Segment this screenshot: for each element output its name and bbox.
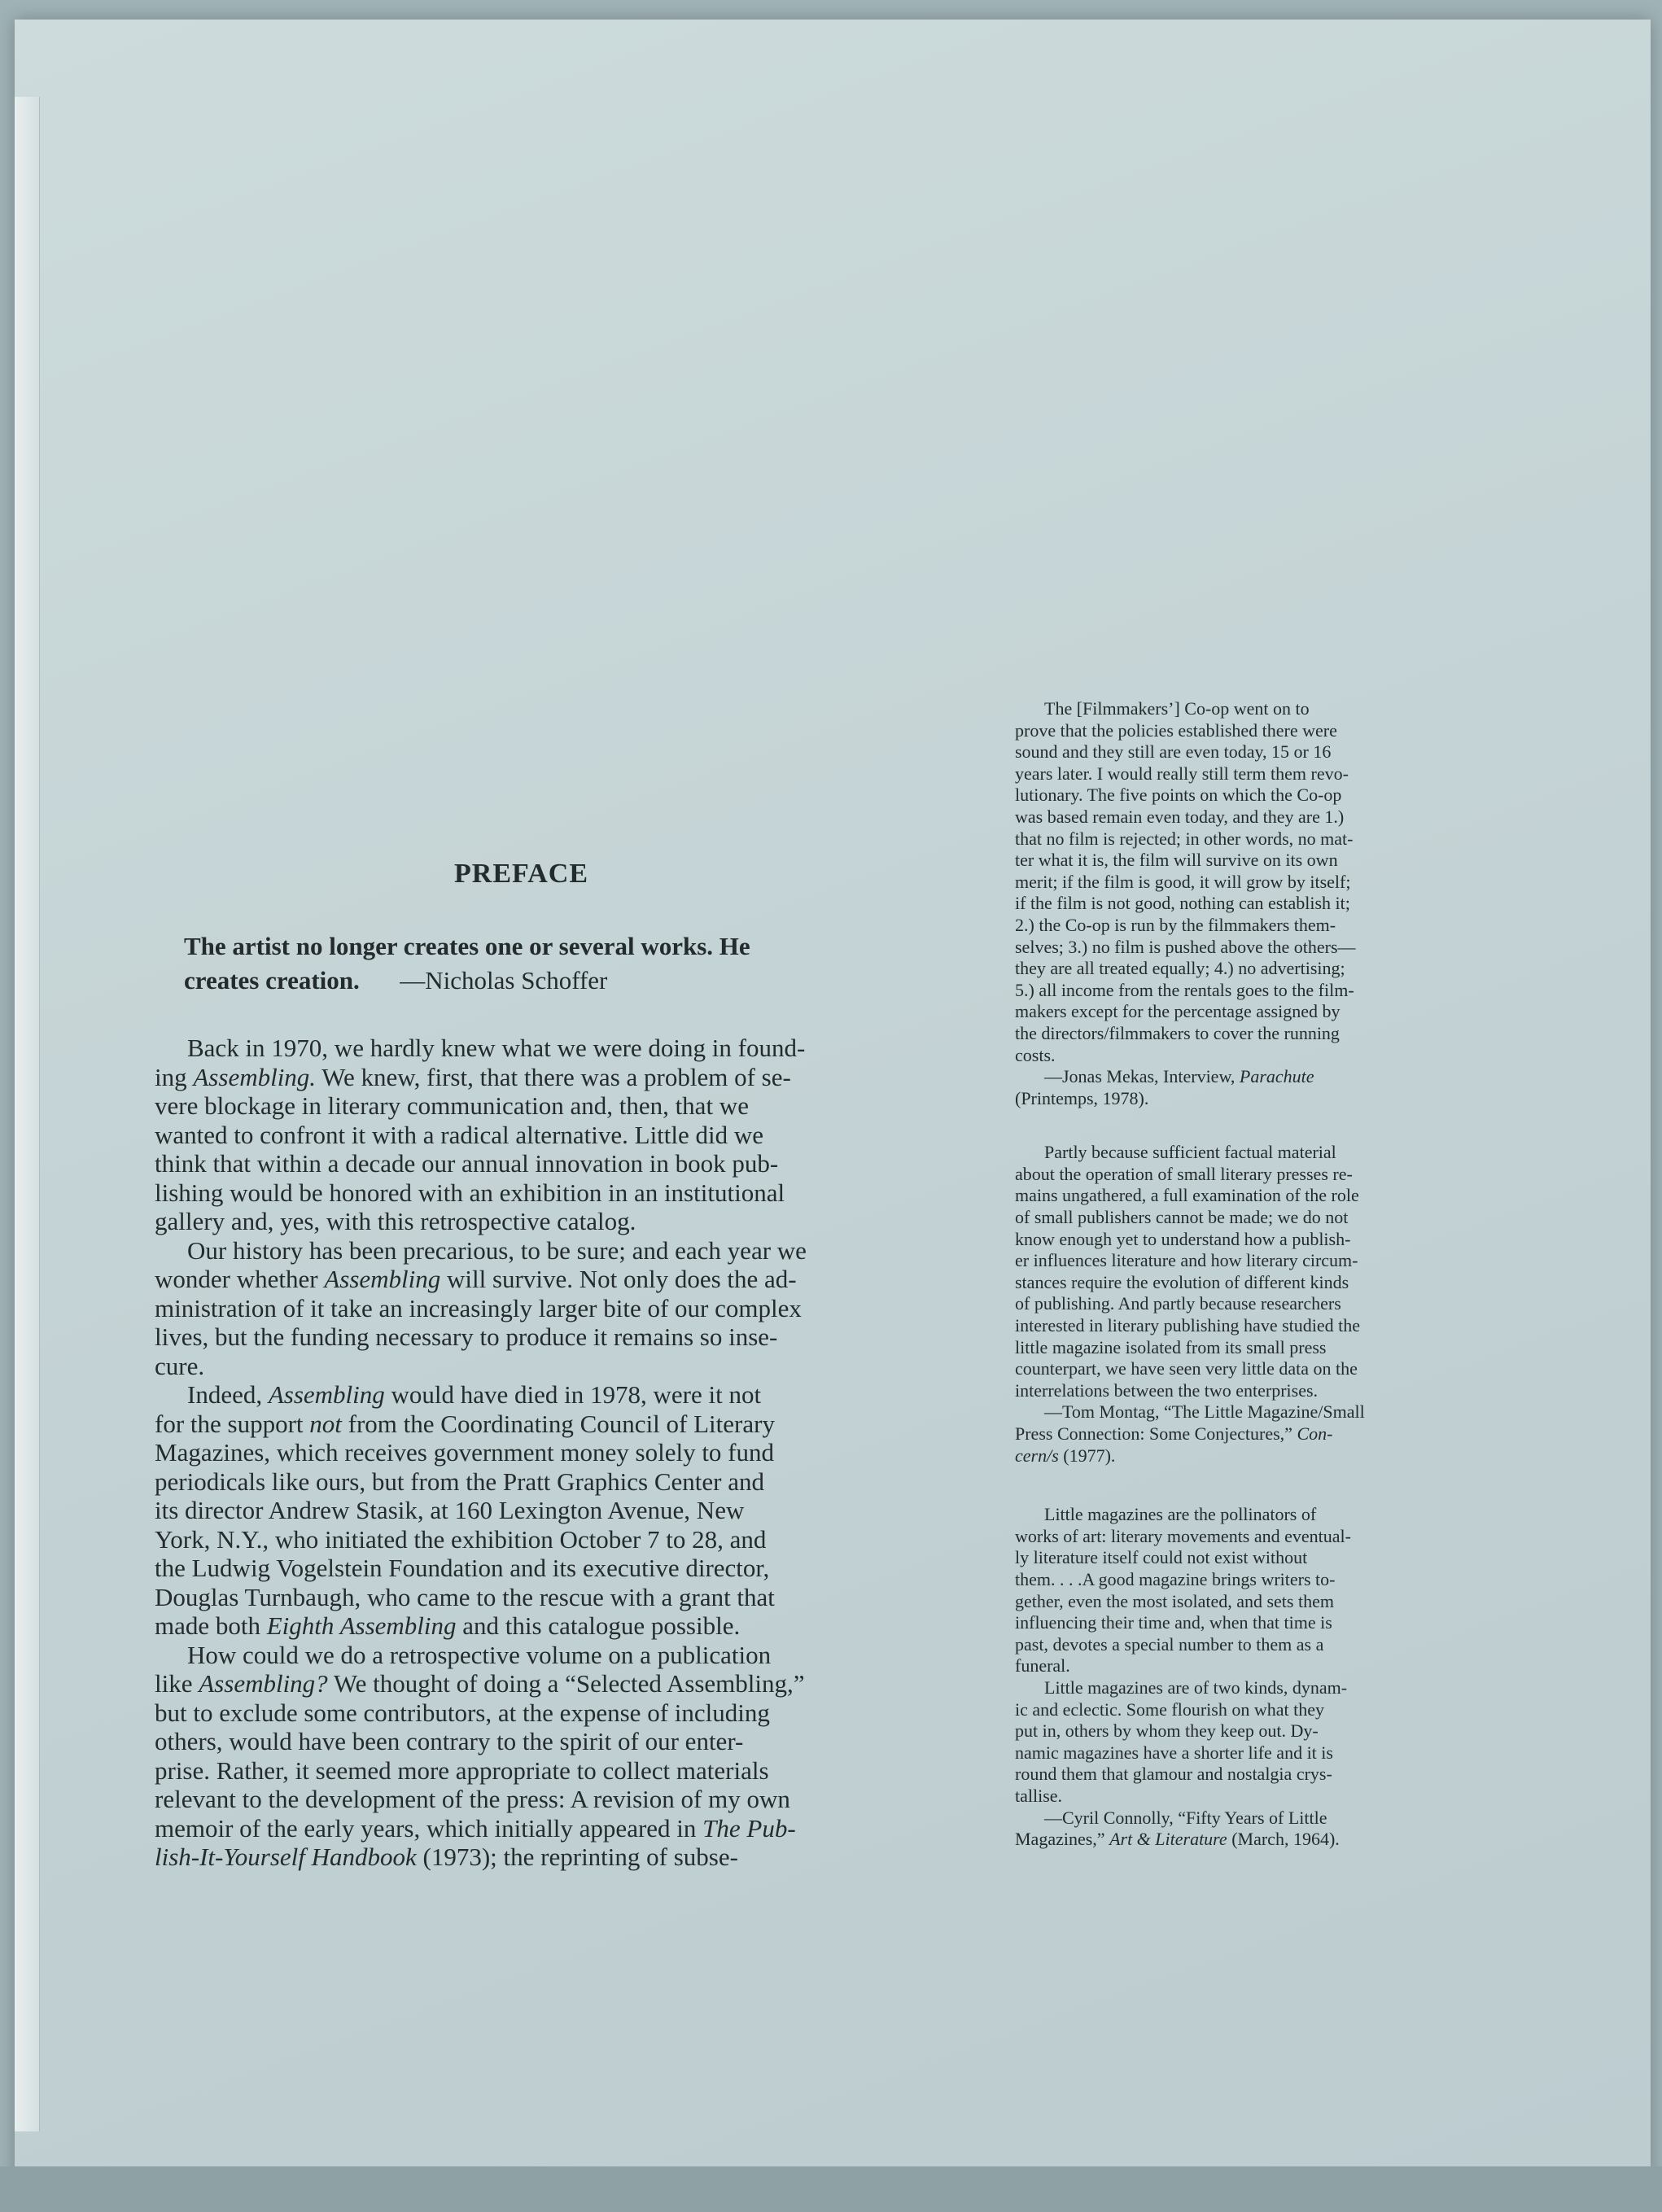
body-text-line: Douglas Turnbaugh, who came to the rescue with a grant that [155,1582,775,1611]
quote-text-line: merit; if the film is good, it will grow by itself; [1015,871,1351,892]
quote-text-line: they are all treated equally; 4.) no advertising; [1015,958,1345,979]
quote-text-line: them. . . .A good magazine brings writers to- [1015,1568,1336,1589]
epigraph-line: The artist no longer creates one or several works. He [184,932,750,960]
body-text-line: cure. [155,1351,205,1380]
body-text-line: relevant to the development of the press: A revision of my own [155,1785,790,1813]
quote-text-line: prove that the policies established there were [1015,719,1337,741]
quote-text-line: —Tom Montag, “The Little Magazine/Small [1044,1401,1365,1423]
body-text-line: York, N.Y., who initiated the exhibition October 7 to 28, and [155,1524,767,1554]
quote-text-line: —Jonas Mekas, Interview, Parachute [1044,1066,1314,1087]
quote-mekas [1015,698,1503,1109]
epigraph-line: creates creation. [184,966,360,995]
epigraph-attribution: —Nicholas Schoffer [400,966,608,995]
quote-text-line: gether, even the most isolated, and sets them [1015,1590,1334,1611]
preface-body [155,1034,956,1872]
quote-text-line: the directors/filmmakers to cover the running [1015,1022,1340,1043]
quote-text-line: little magazine isolated from its small press [1015,1336,1327,1357]
quote-text-line: if the film is not good, nothing can establish it; [1015,893,1350,914]
body-text-line: think that within a decade our annual innovation in book pub- [155,1149,779,1178]
body-text-line: lish-It-Yourself Handbook (1973); the reprinting of subse- [155,1843,738,1871]
quote-text-line: interested in literary publishing have studied the [1015,1315,1361,1336]
quote-text-line: ly literature itself could not exist without [1015,1547,1308,1568]
quote-text-line: mains ungathered, a full examination of the role [1015,1185,1359,1206]
body-text-line: the Ludwig Vogelstein Foundation and its executive director, [155,1554,770,1582]
quote-connolly [1015,1504,1503,1851]
quote-text-line: Little magazines are of two kinds, dynam- [1044,1676,1348,1698]
body-text-line: made both Eighth Assembling and this catalogue possible. [155,1611,741,1640]
quote-text-line: sound and they still are even today, 15 or 16 [1015,741,1332,763]
quote-montag [1015,1142,1503,1467]
body-text-line: How could we do a retrospective volume on a publication [187,1640,772,1669]
body-text-line: its director Andrew Stasik, at 160 Lexington Avenue, New [155,1496,745,1524]
quote-text-line: tallise. [1015,1785,1063,1806]
body-text-line: ministration of it take an increasingly larger bite of our complex [155,1293,802,1322]
body-text-line: memoir of the early years, which initially appeared in The Pub- [155,1813,796,1843]
body-text-line: Our history has been precarious, to be sure; and each year we [187,1235,807,1265]
quote-text-line: Magazines,” Art & Literature (March, 1964). [1015,1829,1340,1850]
quote-text-line: round them that glamour and nostalgia crys- [1015,1764,1332,1785]
body-text-line: ing Assembling. We knew, first, that there was a problem of se- [155,1062,791,1091]
quote-text-line: ter what it is, the film will survive on its own [1015,850,1338,871]
body-text-line: Back in 1970, we hardly knew what we were doing in found- [187,1034,806,1062]
quote-text-line: put in, others by whom they keep out. Dy- [1015,1720,1319,1742]
quote-text-line: The [Filmmakers’] Co-op went on to [1044,698,1310,719]
quote-text-line: stances require the evolution of different kinds [1015,1271,1349,1292]
body-text-line: vere blockage in literary communication and, then, that we [155,1091,749,1120]
body-text-line: wanted to confront it with a radical alternative. Little did we [155,1120,764,1149]
quote-text-line: about the operation of small literary presses re- [1015,1163,1353,1184]
quote-text-line: that no film is rejected; in other words, no mat- [1015,828,1354,849]
quote-text-line: (Printemps, 1978). [1015,1087,1149,1108]
body-text-line: prise. Rather, it seemed more appropriate to collect materials [155,1755,769,1785]
quotes-column [1015,698,1503,1851]
quote-text-line: works of art: literary movements and eventual- [1015,1525,1351,1546]
quote-text-line: past, devotes a special number to them as a [1015,1633,1324,1655]
quote-text-line: lutionary. The five points on which the Co-op [1015,785,1342,806]
body-text-line: wonder whether Assembling will survive. Not only does the ad- [155,1265,797,1293]
quote-text-line: years later. I would really still term them revo- [1015,763,1349,784]
quote-text-line: funeral. [1015,1655,1070,1676]
quote-text-line: of small publishers cannot be made; we do not [1015,1207,1349,1228]
quote-text-line: interrelations between the two enterprises. [1015,1379,1319,1401]
body-text-line: Magazines, which receives government money solely to fund [155,1438,774,1467]
quote-text-line: was based remain even today, and they are 1.) [1015,806,1345,827]
body-text-line: for the support not from the Coordinating Council of Literary [155,1409,775,1438]
body-text-line: but to exclude some contributors, at the expense of including [155,1698,770,1727]
quote-text-line: counterpart, we have seen very little data on the [1015,1358,1358,1379]
body-text-line: others, would have been contrary to the spirit of our enter- [155,1727,744,1755]
quote-text-line: influencing their time and, when that time is [1015,1612,1332,1633]
quote-text-line: Partly because sufficient factual material [1044,1142,1336,1163]
page-bottom-shadow [0,2166,1662,2212]
body-text-line: lives, but the funding necessary to produce it remains so inse- [155,1322,778,1351]
quote-text-line: —Cyril Connolly, “Fifty Years of Little [1044,1807,1327,1828]
previous-page-edge [15,97,40,2131]
epigraph [184,929,900,998]
quote-text-line: 2.) the Co-op is run by the filmmakers them- [1015,914,1336,935]
quote-text-line: namic magazines have a shorter life and it is [1015,1742,1333,1763]
quote-text-line: makers except for the percentage assigned by [1015,1001,1341,1022]
body-text-line: like Assembling? We thought of doing a “Selected Assembling,” [155,1669,805,1698]
preface-title: PREFACE [454,859,589,889]
quote-text-line: know enough yet to understand how a publish- [1015,1228,1351,1249]
quote-text-line: of publishing. And partly because researchers [1015,1293,1341,1314]
body-text-line: periodicals like ours, but from the Pratt Graphics Center and [155,1467,764,1496]
quote-text-line: Press Connection: Some Conjectures,” Con- [1015,1423,1333,1444]
quote-text-line: 5.) all income from the rentals goes to the film- [1015,979,1354,1000]
quote-text-line: er influences literature and how literary circum- [1015,1250,1358,1271]
quote-text-line: selves; 3.) no film is pushed above the others— [1015,936,1356,957]
body-text-line: Indeed, Assembling would have died in 1978, were it not [187,1380,762,1409]
quote-text-line: costs. [1015,1044,1056,1065]
quote-text-line: Little magazines are the pollinators of [1044,1504,1317,1525]
quote-text-line: cern/s (1977). [1015,1445,1116,1466]
body-text-line: lishing would be honored with an exhibition in an institutional [155,1178,785,1207]
body-text-line: gallery and, yes, with this retrospective catalog. [155,1207,636,1235]
quote-text-line: ic and eclectic. Some flourish on what they [1015,1698,1324,1720]
